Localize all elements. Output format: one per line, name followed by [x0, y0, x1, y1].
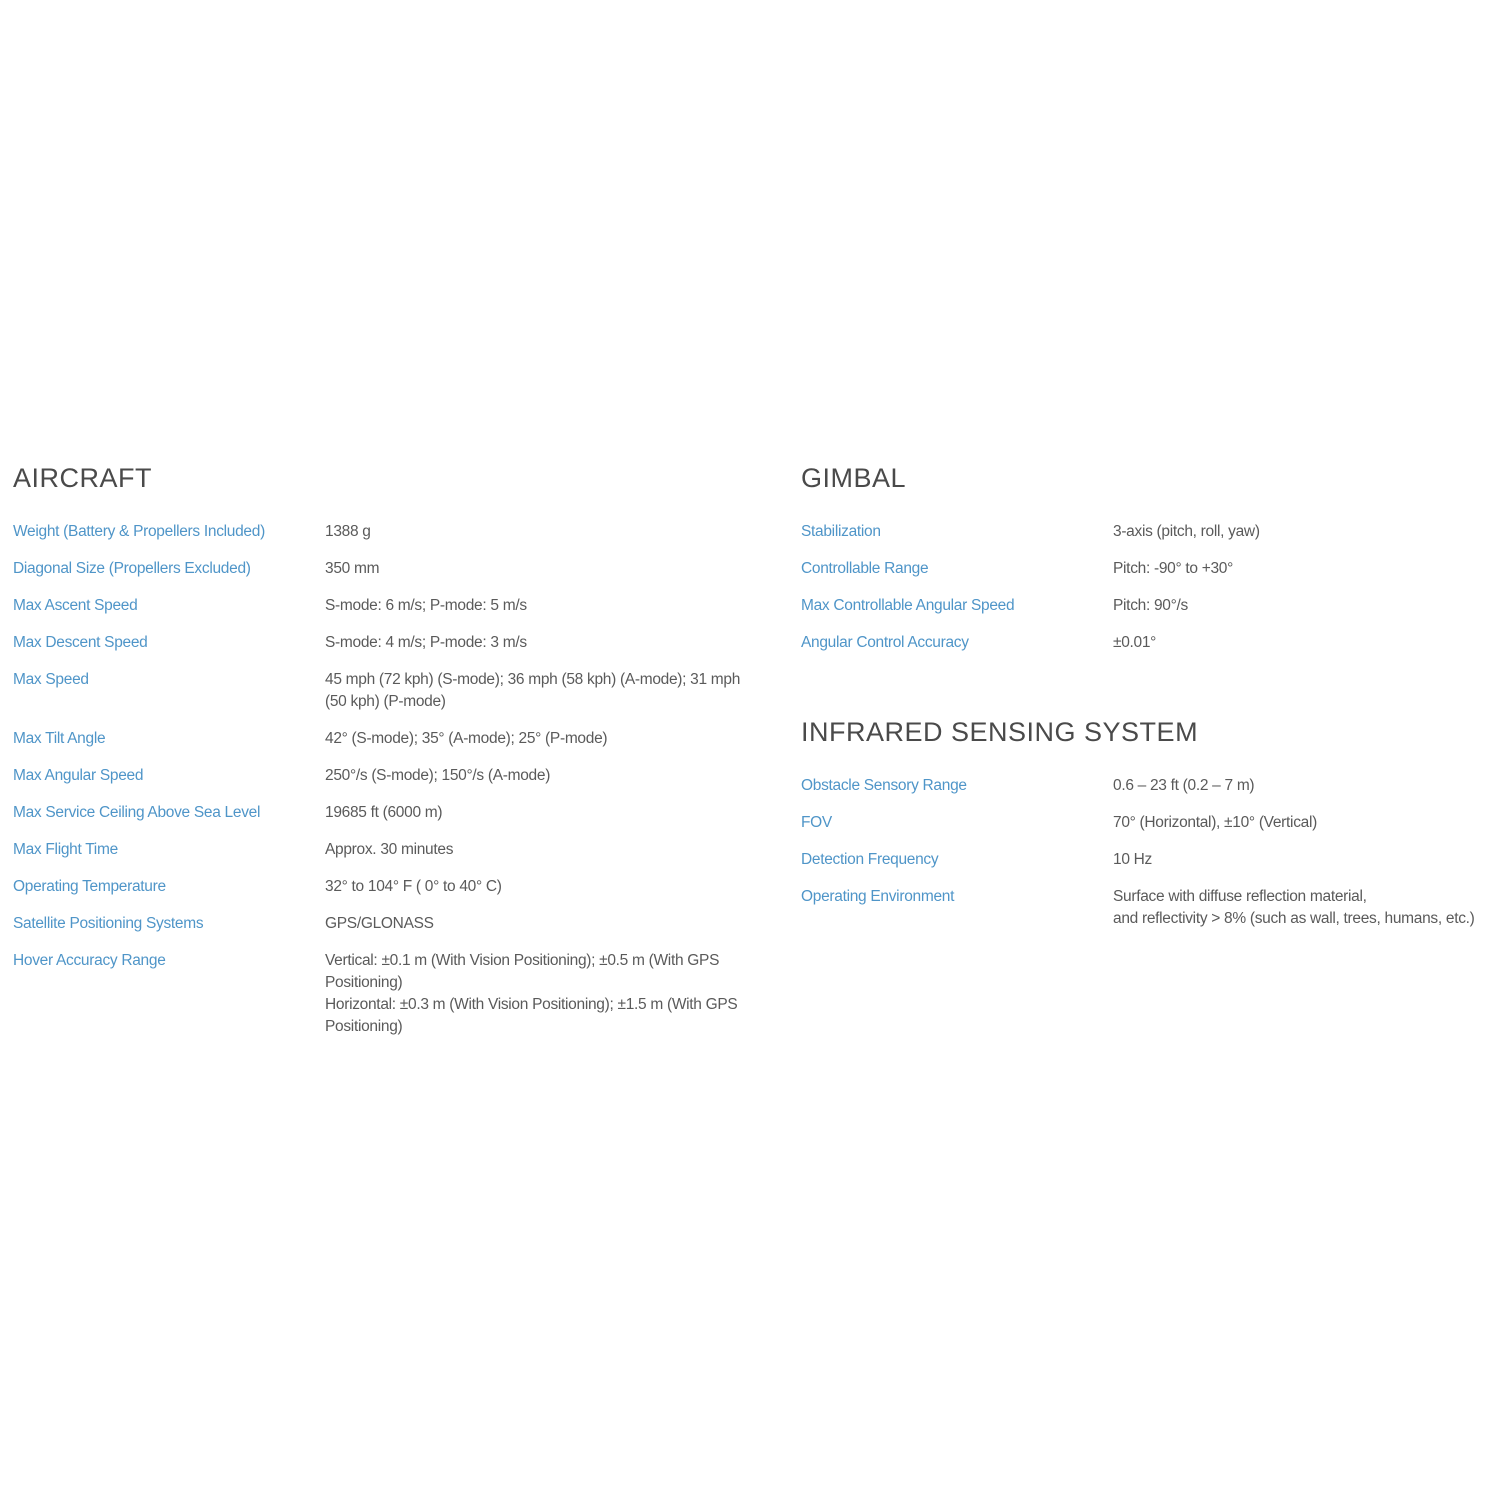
spec-label: Max Tilt Angle [13, 730, 106, 747]
spec-row [13, 521, 753, 543]
spec-row [13, 669, 753, 713]
gimbal-section [801, 462, 1500, 654]
spec-label: Detection Frequency [801, 851, 939, 868]
infrared-spec-list [801, 775, 1500, 930]
spec-row [801, 849, 1500, 871]
spec-label: Max Descent Speed [13, 634, 148, 651]
aircraft-section [13, 462, 753, 1038]
spec-value: 250°/s (S-mode); 150°/s (A-mode) [325, 767, 551, 784]
spec-value: 10 Hz [1113, 851, 1152, 868]
spec-label: Weight (Battery & Propellers Included) [13, 523, 265, 540]
spec-value: 45 mph (72 kph) (S-mode); 36 mph (58 kph) (A-mode); 31 mph (50 kph) (P-mode) [325, 671, 741, 710]
aircraft-section-title: AIRCRAFT [13, 463, 152, 493]
aircraft-column [13, 462, 753, 1053]
spec-label: Max Ascent Speed [13, 597, 138, 614]
spec-row [13, 765, 753, 787]
aircraft-spec-list [13, 521, 753, 1038]
spec-value: Surface with diffuse reflection material, and reflectivity > 8% (such as wall, trees, humans, etc.) [1113, 888, 1475, 927]
spec-value: GPS/GLONASS [325, 915, 434, 932]
infrared-section [801, 716, 1500, 930]
spec-value: Vertical: ±0.1 m (With Vision Positioning); ±0.5 m (With GPS Positioning) Horizontal: ±0.3 m (With Vision Positioning); ±1.5 m (With GPS Positioning) [325, 952, 738, 1035]
spec-value: 19685 ft (6000 m) [325, 804, 443, 821]
spec-label: Max Angular Speed [13, 767, 144, 784]
spec-row [13, 839, 753, 861]
spec-row [13, 595, 753, 617]
spec-row [13, 632, 753, 654]
spec-label: Stabilization [801, 523, 881, 540]
spec-row [13, 876, 753, 898]
spec-row [801, 775, 1500, 797]
spec-label: Angular Control Accuracy [801, 634, 969, 651]
spec-row [801, 595, 1500, 617]
spec-row [801, 558, 1500, 580]
spec-value: 3-axis (pitch, roll, yaw) [1113, 523, 1260, 540]
spec-label: Diagonal Size (Propellers Excluded) [13, 560, 251, 577]
spec-value: 32° to 104° F ( 0° to 40° C) [325, 878, 502, 895]
spec-value: S-mode: 6 m/s; P-mode: 5 m/s [325, 597, 527, 614]
spec-value: Approx. 30 minutes [325, 841, 454, 858]
spec-label: FOV [801, 814, 832, 831]
spec-value: 42° (S-mode); 35° (A-mode); 25° (P-mode) [325, 730, 608, 747]
spec-row [13, 913, 753, 935]
spec-value: 70° (Horizontal), ±10° (Vertical) [1113, 814, 1317, 831]
spec-label: Max Service Ceiling Above Sea Level [13, 804, 261, 821]
spec-label: Max Speed [13, 671, 89, 688]
spec-label: Obstacle Sensory Range [801, 777, 967, 794]
spec-value: 350 mm [325, 560, 380, 577]
spec-value: S-mode: 4 m/s; P-mode: 3 m/s [325, 634, 527, 651]
spec-row [13, 728, 753, 750]
right-column [801, 462, 1500, 945]
spec-value: 0.6 – 23 ft (0.2 – 7 m) [1113, 777, 1255, 794]
spec-value: 1388 g [325, 523, 371, 540]
gimbal-spec-list [801, 521, 1500, 654]
spec-row [13, 950, 753, 1038]
spec-value: ±0.01° [1113, 634, 1157, 651]
spec-value: Pitch: -90° to +30° [1113, 560, 1234, 577]
spec-label: Operating Environment [801, 888, 955, 905]
spec-label: Max Controllable Angular Speed [801, 597, 1015, 614]
spec-row [801, 812, 1500, 834]
spec-label: Satellite Positioning Systems [13, 915, 204, 932]
gimbal-section-title: GIMBAL [801, 463, 907, 493]
spec-label: Max Flight Time [13, 841, 118, 858]
spec-row [801, 521, 1500, 543]
spec-label: Hover Accuracy Range [13, 952, 166, 969]
spec-value: Pitch: 90°/s [1113, 597, 1188, 614]
spec-label: Operating Temperature [13, 878, 166, 895]
spec-row [801, 632, 1500, 654]
spec-label: Controllable Range [801, 560, 929, 577]
infrared-section-title: INFRARED SENSING SYSTEM [801, 717, 1199, 747]
spec-row [13, 802, 753, 824]
spec-row [801, 886, 1500, 930]
spec-row [13, 558, 753, 580]
